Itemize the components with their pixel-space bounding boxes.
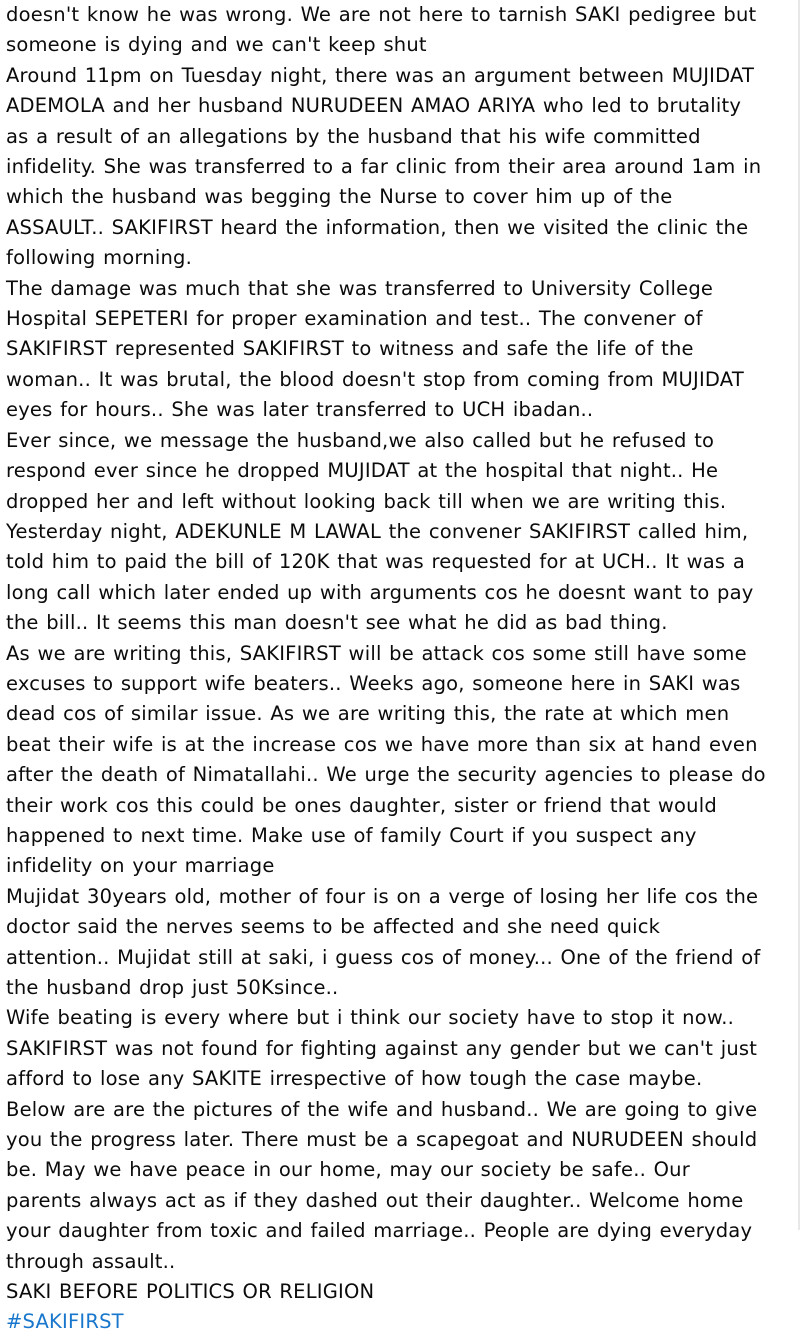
post-body [6, 0, 770, 1338]
post-signoff: SAKI BEFORE POLITICS OR RELIGION [6, 1280, 375, 1304]
post-paragraph: Below are are the pictures of the wife and husband.. We are going to give you the progress later. There must be a scapegoat and NURUDEEN should be. May we have peace in our home, may our society be safe.. Our parents always act as if they dashed out their daughter.. Welcome home your daughter from toxic and failed marriage.. People are dying everyday through assault.. [6, 1097, 758, 1273]
post-paragraph: Ever since, we message the husband,we also called but he refused to respond ever since he dropped MUJIDAT at the hospital that night.. He dropped her and left without looking back till when we are writing this. Yesterday night, ADEKUNLE M LAWAL the convener SAKIFIRST called him, told him to paid the bill of 120K that was requested for at UCH.. It was a long call which later ended up with arguments cos he doesnt want to pay the bill.. It seems this man doesn't see what he did as bad thing. [6, 428, 754, 635]
post-paragraph: doesn't know he was wrong. We are not here to tarnish SAKI pedigree but someone is dying and we can't keep shut [6, 3, 757, 57]
post-hashtag-link[interactable]: #SAKIFIRST [6, 1310, 124, 1334]
post-paragraph: Mujidat 30years old, mother of four is on a verge of losing her life cos the doctor said the nerves seems to be affected and she need quick attention.. Mujidat still at saki, i guess cos of money... One of the friend of the husband drop just 50Ksince.. [6, 884, 761, 999]
post-paragraph: The damage was much that she was transferred to University College Hospital SEPETERI for proper examination and test.. The convener of SAKIFIRST represented SAKIFIRST to witness and safe the life of the woman.. It was brutal, the blood doesn't stop from coming from MUJIDAT eyes for hours.. She was later transferred to UCH ibadan.. [6, 276, 744, 422]
post-paragraph: Around 11pm on Tuesday night, there was an argument between MUJIDAT ADEMOLA and her husband NURUDEEN AMAO ARIYA who led to brutality as a result of an allegations by the husband that his wife committed infidelity. She was transferred to a far clinic from their area around 1am in which the husband was begging the Nurse to cover him up of the ASSAULT.. SAKIFIRST heard the information, then we visited the clinic the following morning. [6, 63, 762, 270]
post-paragraph: Wife beating is every where but i think our society have to stop it now.. SAKIFIRST was not found for fighting against any gender but we can't just afford to lose any SAKITE irrespective of how tough the case maybe. [6, 1006, 758, 1091]
post-paragraph: As we are writing this, SAKIFIRST will be attack cos some still have some excuses to support wife beaters.. Weeks ago, someone here in SAKI was dead cos of similar issue. As we are writing this, the rate at which men beat their wife is at the increase cos we have more than six at hand even after the death of Nimatallahi.. We urge the security agencies to please do their work cos this could be ones daughter, sister or friend that would happened to next time. Make use of family Court if you suspect any infidelity on your marriage [6, 641, 766, 878]
